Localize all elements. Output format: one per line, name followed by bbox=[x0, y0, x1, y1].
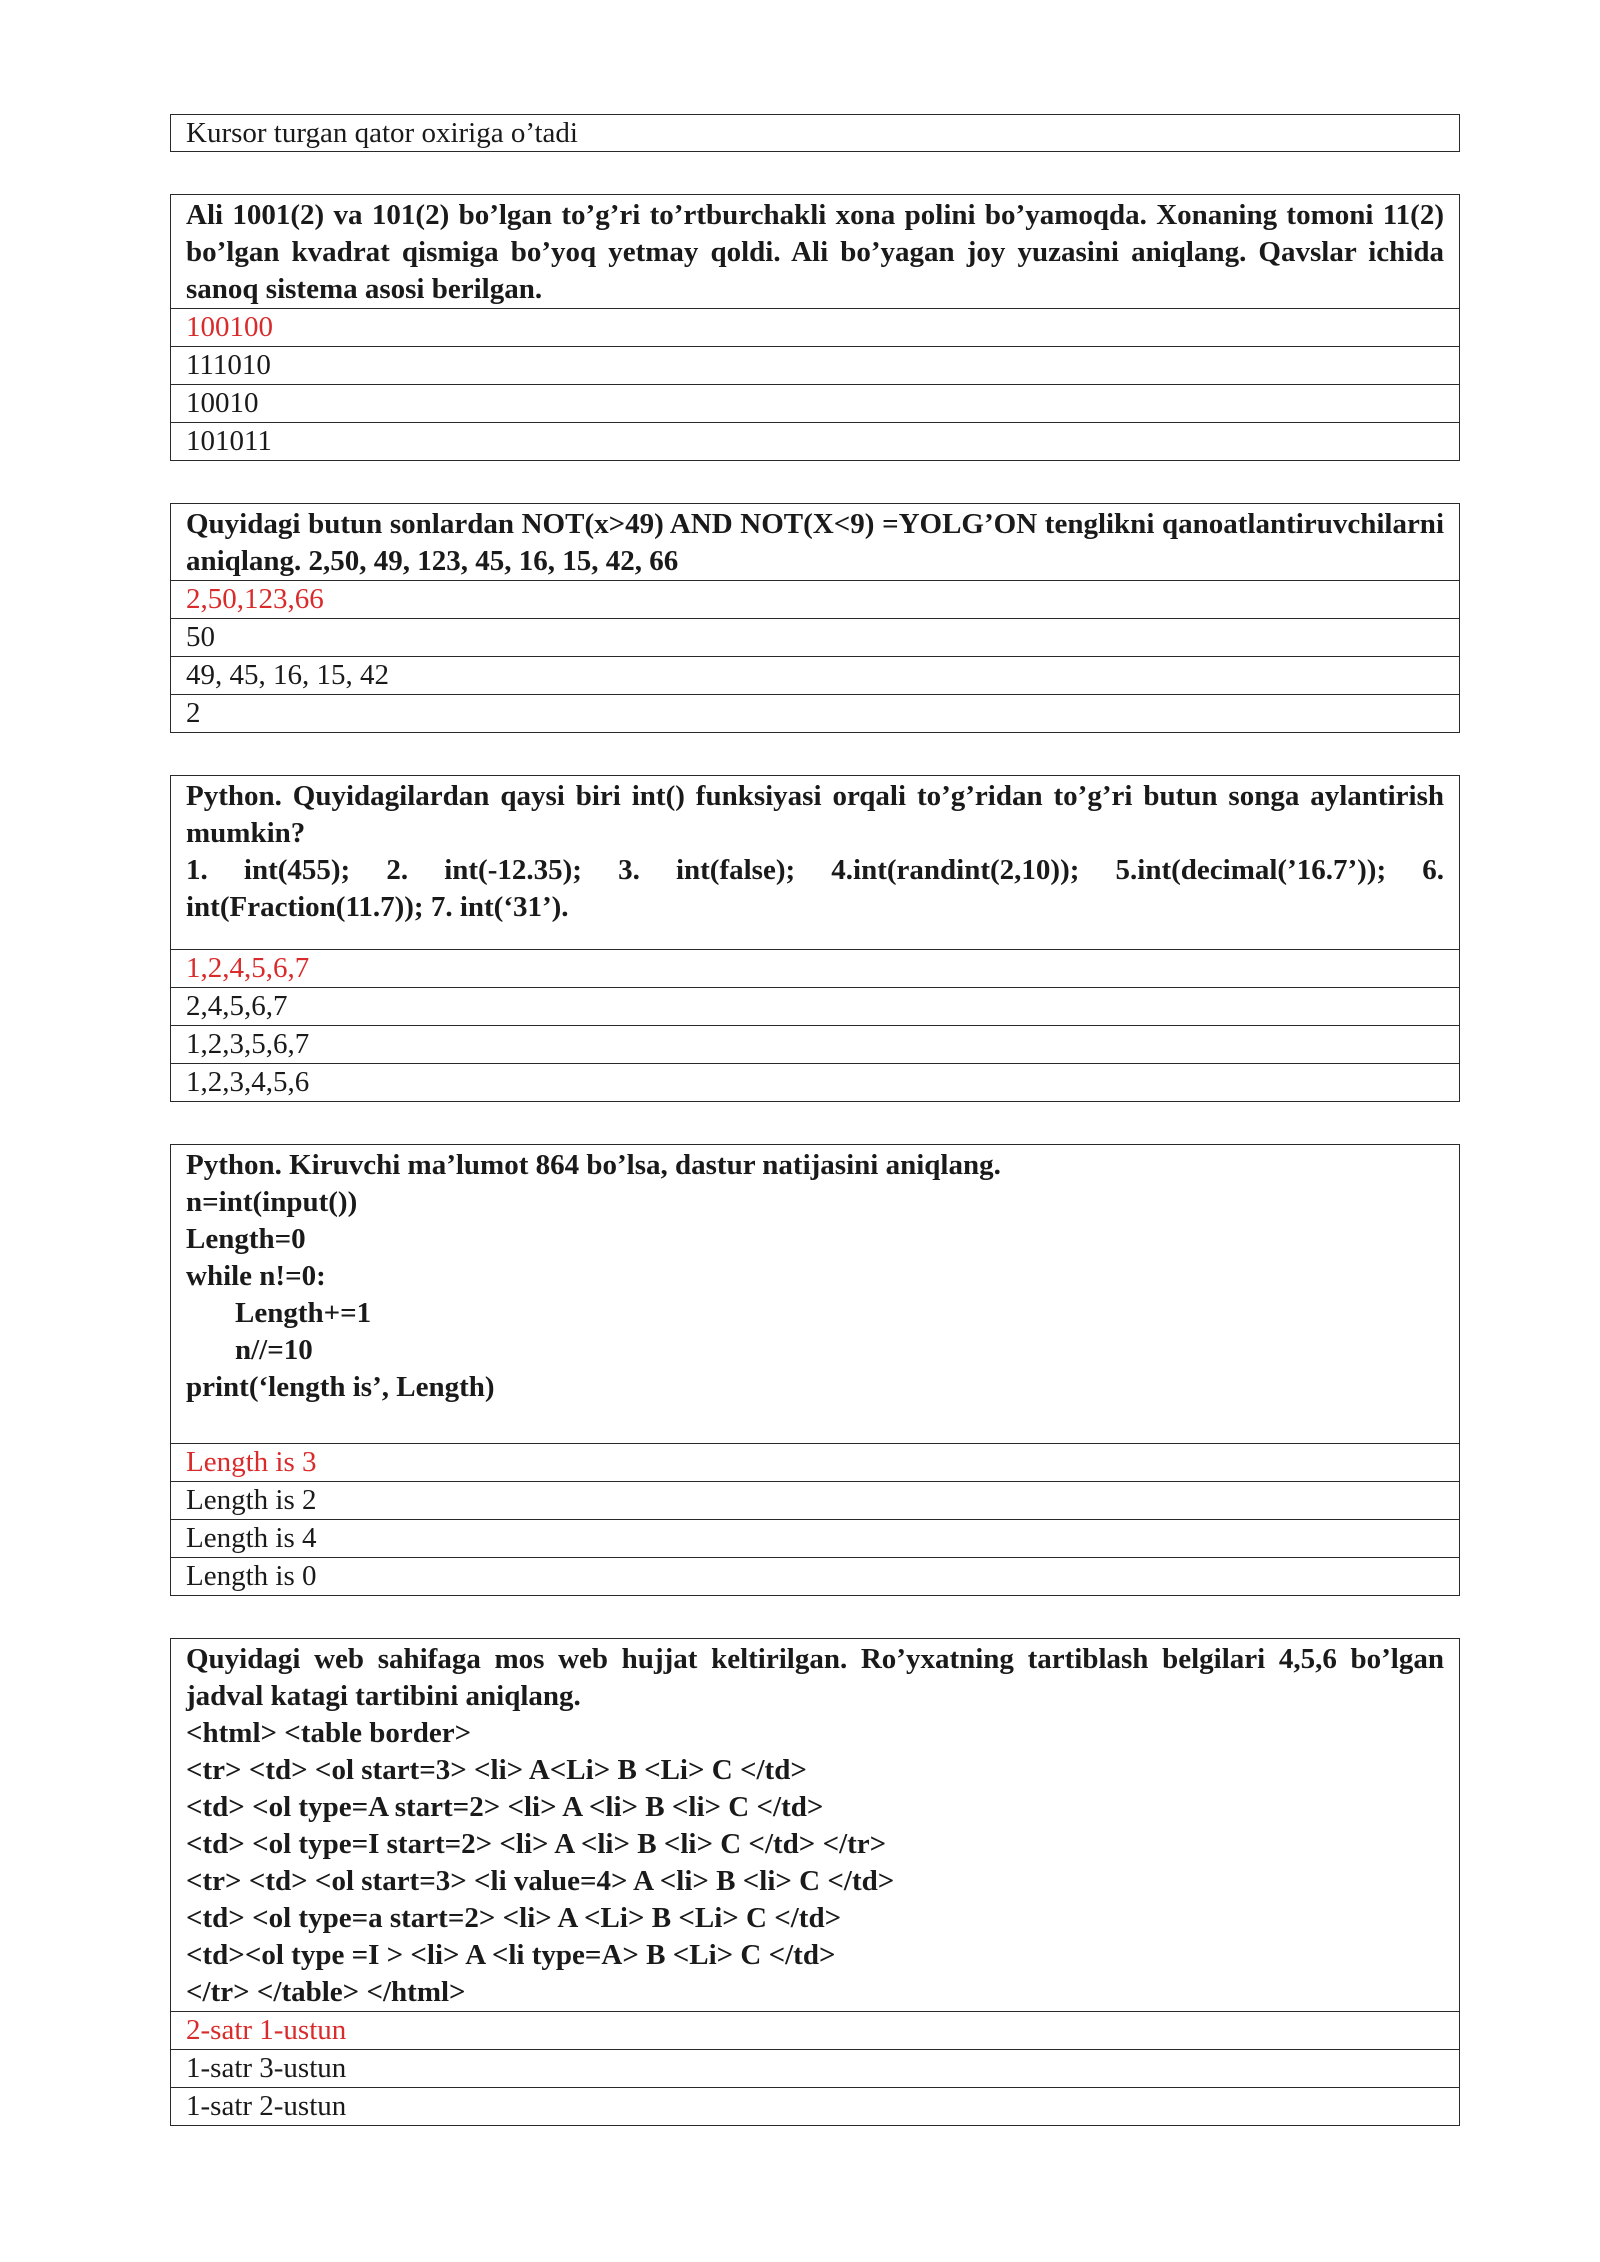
code-line: while n!=0: bbox=[186, 1260, 326, 1292]
answer-option: Length is 0 bbox=[171, 1557, 1459, 1595]
question-3-text bbox=[171, 776, 1459, 949]
answer-option: 10010 bbox=[171, 384, 1459, 422]
question-2-text bbox=[171, 504, 1459, 580]
answer-option-correct: Length is 3 bbox=[171, 1443, 1459, 1481]
answer-option: 101011 bbox=[171, 422, 1459, 460]
code-line: <td> <ol type=A start=2> <li> A <li> B <li> C </td> bbox=[186, 1791, 824, 1823]
code-line: <td> <ol type=I start=2> <li> A <li> B <li> C </td> </tr> bbox=[186, 1828, 887, 1860]
blank-line bbox=[186, 926, 1444, 949]
question-4-text bbox=[171, 1145, 1459, 1443]
answer-option: 1,2,3,5,6,7 bbox=[171, 1025, 1459, 1063]
answer-option: 1-satr 3-ustun bbox=[171, 2049, 1459, 2087]
question-4 bbox=[170, 1144, 1460, 1596]
answer-option-correct: 2-satr 1-ustun bbox=[171, 2011, 1459, 2049]
code-line: n=int(input()) bbox=[186, 1186, 358, 1218]
intro-row-box bbox=[170, 114, 1460, 152]
answer-option: 2 bbox=[171, 694, 1459, 732]
question-3-line: 1. int(455); 2. int(-12.35); 3. int(false); 4.int(randint(2,10)); 5.int(decimal(’16.7’)); 6. int(Fraction(11.7)); 7. int(‘31’). bbox=[186, 854, 1444, 923]
question-1-line: Ali 1001(2) va 101(2) bo’lgan to’g’ri to’rtburchakli xona polini bo’yamoqda. Xonaning tomoni 11(2) bo’lgan kvadrat qismiga bo’yoq yetmay qoldi. Ali bo’yagan joy yuzasini aniqlang. Qavslar ichida sanoq sistema asosi berilgan. bbox=[186, 199, 1444, 305]
code-line: <td><ol type =I > <li> A <li type=A> B <Li> C </td> bbox=[186, 1939, 836, 1971]
answer-option: 1,2,3,4,5,6 bbox=[171, 1063, 1459, 1101]
question-5 bbox=[170, 1638, 1460, 2126]
answer-option: Length is 4 bbox=[171, 1519, 1459, 1557]
question-4-line: Python. Kiruvchi ma’lumot 864 bo’lsa, dastur natijasini aniqlang. bbox=[186, 1149, 1001, 1181]
question-3 bbox=[170, 775, 1460, 1102]
blank-line bbox=[186, 1406, 1444, 1443]
question-2-line: Quyidagi butun sonlardan NOT(x>49) AND NOT(X<9) =YOLG’ON tenglikni qanoatlantiruvchilarni aniqlang. 2,50, 49, 123, 45, 16, 15, 42, 66 bbox=[186, 508, 1444, 577]
answer-option: 49, 45, 16, 15, 42 bbox=[171, 656, 1459, 694]
code-line: <html> <table border> bbox=[186, 1717, 472, 1749]
question-5-line: Quyidagi web sahifaga mos web hujjat keltirilgan. Ro’yxatning tartiblash belgilari 4,5,6 bo’lgan jadval katagi tartibini aniqlang. bbox=[186, 1643, 1444, 1712]
code-line: <tr> <td> <ol start=3> <li> A<Li> B <Li> C </td> bbox=[186, 1754, 807, 1786]
question-1 bbox=[170, 194, 1460, 461]
answer-option: 50 bbox=[171, 618, 1459, 656]
code-line: <td> <ol type=a start=2> <li> A <Li> B <Li> C </td> bbox=[186, 1902, 842, 1934]
test-document bbox=[170, 114, 1460, 2168]
code-line: Length+=1 bbox=[235, 1297, 372, 1329]
code-line: </tr> </table> </html> bbox=[186, 1976, 466, 2008]
code-line: n//=10 bbox=[235, 1334, 313, 1366]
question-2 bbox=[170, 503, 1460, 733]
answer-option-correct: 1,2,4,5,6,7 bbox=[171, 949, 1459, 987]
answer-option-correct: 100100 bbox=[171, 308, 1459, 346]
question-3-line: Python. Quyidagilardan qaysi biri int() funksiyasi orqali to’g’ridan to’g’ri butun songa aylantirish mumkin? bbox=[186, 780, 1444, 849]
code-line: Length=0 bbox=[186, 1223, 306, 1255]
code-line: <tr> <td> <ol start=3> <li value=4> A <li> B <li> C </td> bbox=[186, 1865, 895, 1897]
code-line: print(‘length is’, Length) bbox=[186, 1371, 495, 1403]
answer-option-correct: 2,50,123,66 bbox=[171, 580, 1459, 618]
intro-row: Kursor turgan qator oxiriga o’tadi bbox=[186, 117, 578, 149]
answer-option: 2,4,5,6,7 bbox=[171, 987, 1459, 1025]
answer-option: 1-satr 2-ustun bbox=[171, 2087, 1459, 2125]
question-1-text bbox=[171, 195, 1459, 308]
question-5-text bbox=[171, 1639, 1459, 2011]
answer-option: Length is 2 bbox=[171, 1481, 1459, 1519]
answer-option: 111010 bbox=[171, 346, 1459, 384]
